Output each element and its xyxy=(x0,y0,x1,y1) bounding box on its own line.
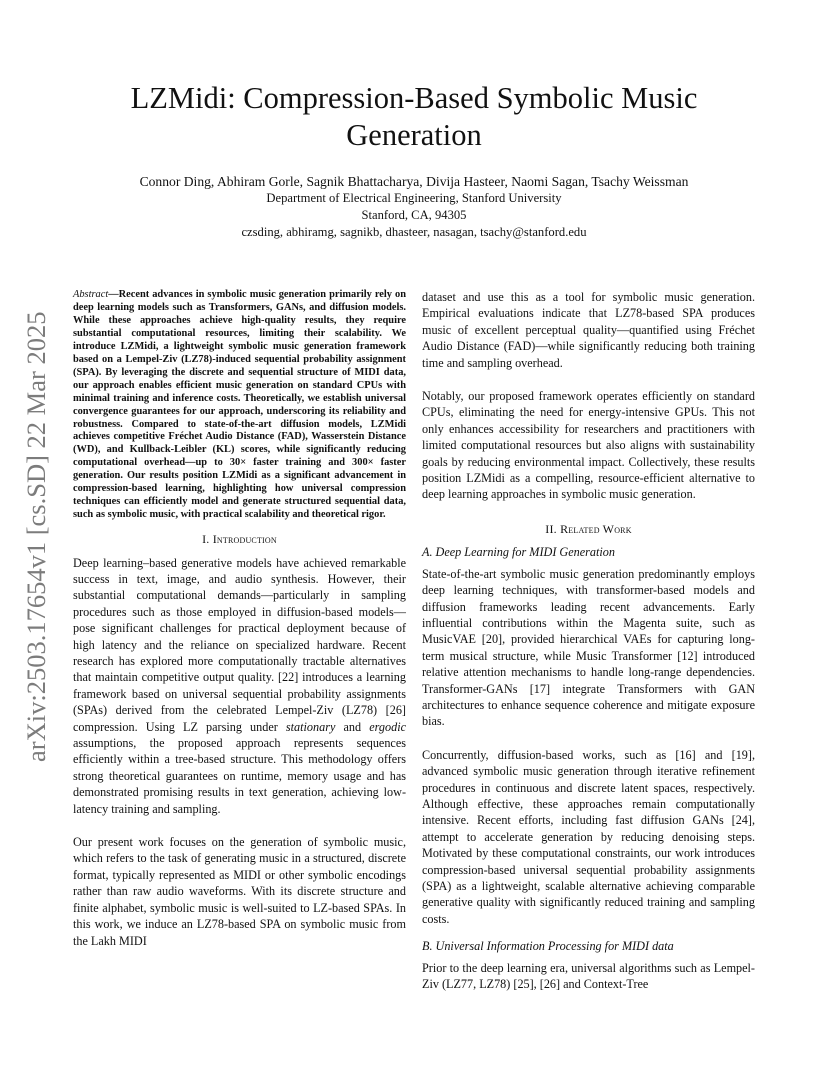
author-emails: czsding, abhiramg, sagnikb, dhasteer, nasagan, tsachy@stanford.edu xyxy=(241,225,587,239)
related-a-paragraph-1: State-of-the-art symbolic music generation predominantly employs deep learning techniques, with transformer-based models and diffusion frameworks leading recent advancements. Early influential contributions within the Magenta suite, such as MusicVAE [20], provided hierarchical VAEs for capturing long-term musical structure, while Music Transformer [12] introduced relative attention mechanisms to handle long-range dependencies. Transformer-GANs [17] integrate Transformers with GAN architectures to enhance sequence coherence and mitigate exposure bias. xyxy=(422,566,755,729)
intro-p1-text-a: Deep learning–based generative models have achieved remarkable success in text, image, and audio synthesis. However, their substantial computational demands—particularly in sampling procedures such as those employed in diffusion-based models—pose significant challenges for practical deployment because of high latency and the reliance on specialized hardware. Recent research has explored more computationally tractable alternatives that maintain competitive output quality. [22] introduces a learning framework based on universal sequential probability assignments (SPAs) derived from the celebrated Lempel-Ziv (LZ78) [26] compression. Using LZ parsing under xyxy=(73,555,406,734)
left-column xyxy=(73,289,406,949)
right-paragraph-1: dataset and use this as a tool for symbolic music generation. Empirical evaluations indicate that LZ78-based SPA produces music of excellent perceptual quality—quantified using Fréchet Audio Distance (FAD)—while significantly reducing both training time and sampling overhead. xyxy=(422,290,755,370)
related-b-paragraph-1: Prior to the deep learning era, universal algorithms such as Lempel-Ziv (LZ77, LZ78) [25], [26] and Context-Tree xyxy=(422,960,755,992)
related-a-paragraph-2: Concurrently, diffusion-based works, such as [16] and [19], advanced symbolic music generation through iterative refinement procedures in continuous and discrete latent spaces, respectively. Although effective, these approaches remain computationally intensive. Recent efforts, including fast diffusion GANs [24], attempt to accelerate generation by reducing denoising steps. Motivated by these computational constraints, our work introduces compression-based universal sequential probability assignments (SPA) as a lightweight, scalable alternative achieving comparable generative quality with significantly reduced training and sampling costs. xyxy=(422,747,755,926)
author-list: Connor Ding, Abhiram Gorle, Sagnik Bhattacharya, Divija Hasteer, Naomi Sagan, Tsachy Weissman xyxy=(139,174,689,189)
intro-p1-text-b: and xyxy=(335,719,370,734)
intro-p1-text-c: assumptions, the proposed approach represents sequences efficiently within a tree-based structure. This methodology offers strong theoretical guarantees on runtime, memory usage and has demonstrated promising results in text generation, achieving low-latency training and sampling. xyxy=(73,736,406,816)
arxiv-identifier: arXiv:2503.17654v1 [cs.SD] 22 Mar 2025 xyxy=(21,311,51,762)
section-heading-related-work: II. Related Work xyxy=(545,521,632,536)
intro-paragraph-1 xyxy=(73,555,406,818)
abstract-label: Abstract xyxy=(73,289,109,300)
abstract xyxy=(73,289,406,522)
affiliation-location: Stanford, CA, 94305 xyxy=(361,208,467,222)
affiliation-department: Department of Electrical Engineering, Stanford University xyxy=(266,191,562,205)
subsection-heading-b: B. Universal Information Processing for MIDI data xyxy=(422,939,674,954)
paper-title: LZMidi: Compression-Based Symbolic Music Generation xyxy=(130,81,698,152)
right-paragraph-2: Notably, our proposed framework operates efficiently on standard CPUs, eliminating the need for energy-intensive GPUs. This not only enhances accessibility for researchers and practitioners with limited computational resources but also aligns with sustainability goals by reducing environmental impact. Collectively, these results position LZMidi as a compelling, resource-efficient alternative to deep learning approaches in symbolic music generation. xyxy=(422,389,755,502)
right-column xyxy=(422,289,755,992)
subsection-heading-a: A. Deep Learning for MIDI Generation xyxy=(422,545,615,560)
abstract-text: —Recent advances in symbolic music generation primarily rely on deep learning models such as Transformers, GANs, and diffusion models. While these approaches achieve high-quality results, they require substantial computational resources, limiting their scalability. We introduce LZMidi, a lightweight symbolic music generation framework based on a Lempel-Ziv (LZ78)-induced sequential probability assignment (SPA). By leveraging the discrete and sequential structure of MIDI data, our approach enables efficient music generation on standard CPUs with minimal training and inference costs. Theoretically, we establish universal convergence guarantees for our approach, underscoring its reliability and robustness. Compared to state-of-the-art diffusion models, LZMidi achieves competitive Fréchet Audio Distance (FAD), Wasserstein Distance (WD), and Kullback-Leibler (KL) scores, while significantly reducing computational overhead—up to 30× faster training and 300× faster generation. Our results position LZMidi as a significant advancement in compression-based learning, highlighting how universal compression techniques can efficiently model and generate structured sequential data, such as symbolic music, with practical scalability and theoretical rigor. xyxy=(73,289,406,521)
intro-p1-emph-ergodic: ergodic xyxy=(369,719,406,734)
intro-p1-emph-stationary: stationary xyxy=(285,719,336,734)
section-heading-introduction: I. Introduction xyxy=(202,532,277,547)
intro-paragraph-2: Our present work focuses on the generation of symbolic music, which refers to the task of generating music in a structured, discrete format, typically represented as MIDI or other symbolic encodings rather than raw audio waveforms. With its discrete structure and finite alphabet, symbolic music is well-suited to LZ-based SPAs. In this work, we induce an LZ78-based SPA on symbolic music from the Lakh MIDI xyxy=(73,835,406,948)
